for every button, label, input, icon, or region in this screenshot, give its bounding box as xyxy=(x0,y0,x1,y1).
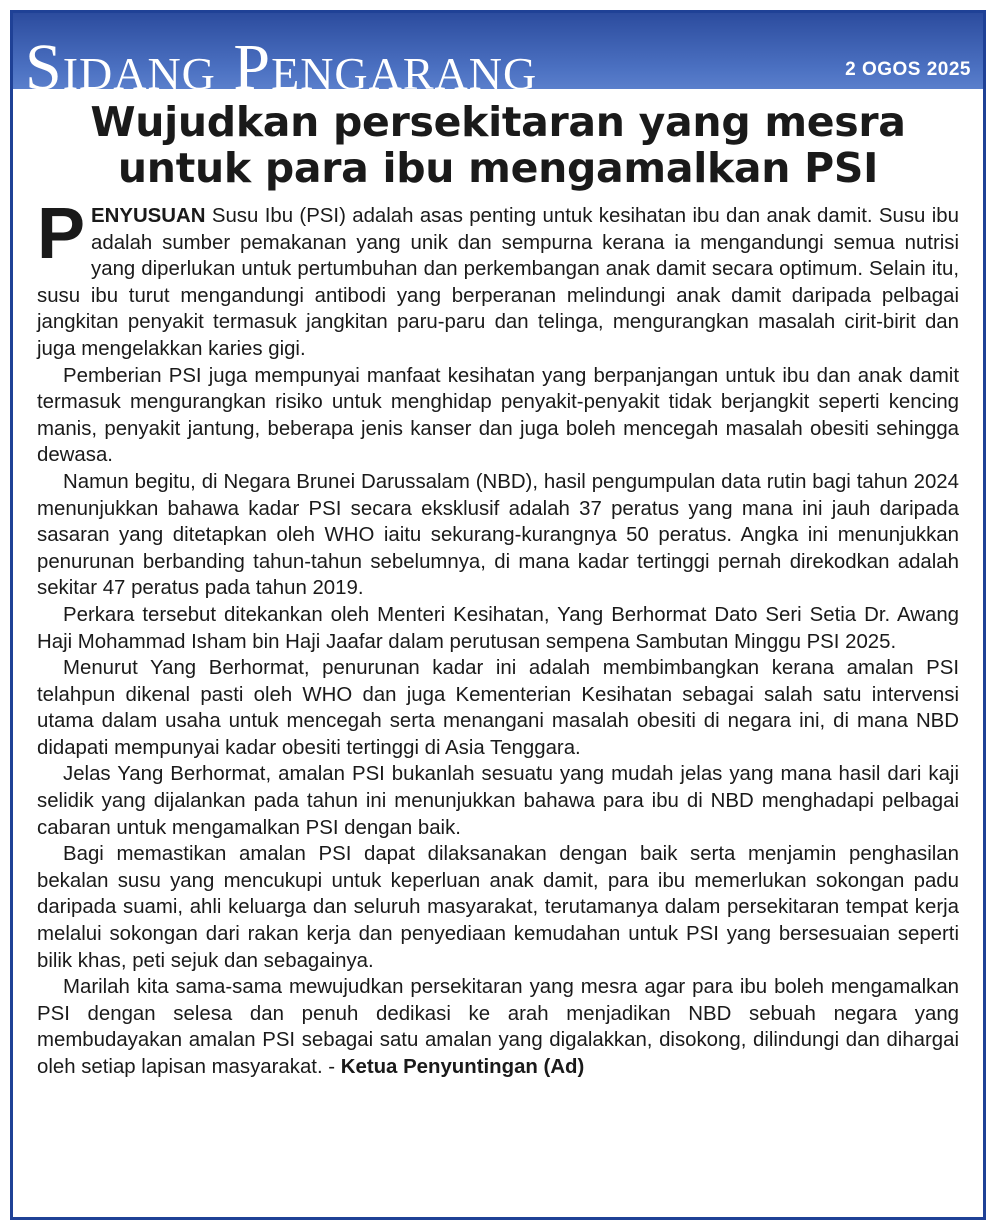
article-body xyxy=(13,191,983,1081)
paragraph-1 xyxy=(37,194,959,363)
paragraph-6: Jelas Yang Berhormat, amalan PSI bukanlah sesuatu yang mudah jelas yang mana hasil dari kaji selidik yang dijalankan pada tahun ini menunjukkan bahawa para ibu di NBD menghadapi pelbagai cabaran untuk mengamalkan PSI dengan baik. xyxy=(37,763,959,839)
paragraph-7: Bagi memastikan amalan PSI dapat dilaksanakan dengan baik serta menjamin penghasilan bekalan susu yang mencukupi untuk keperluan anak damit, para ibu memerlukan sokongan padu daripada suami, ahli keluarga dan seluruh masyarakat, terutamanya dalam persekitaran tempat kerja melalui sokongan dari rakan kerja dan penyediaan kemudahan untuk PSI yang bersesuaian seperti bilik khas, peti sejuk dan sebagainya. xyxy=(37,843,959,972)
paragraph-8-text: Marilah kita sama-sama mewujudkan persekitaran yang mesra agar para ibu boleh mengamalkan PSI dengan selesa dan penuh dedikasi ke arah menjadikan NBD sebuah negara yang membudayakan amalan PSI sebagai satu amalan yang digalakkan, disokong, dilindungi dan dihargai oleh setiap lapisan masyarakat. - xyxy=(37,976,959,1078)
drop-cap: P xyxy=(37,194,86,274)
section-title: Sidang Pengarang xyxy=(25,31,538,89)
section-banner xyxy=(13,13,983,89)
headline-line-2: untuk para ibu mengamalkan PSI xyxy=(117,144,879,192)
headline-line-1: Wujudkan persekitaran yang mesra xyxy=(90,98,906,146)
headline xyxy=(13,99,983,191)
editorial-page xyxy=(10,10,986,1220)
paragraph-8 xyxy=(37,974,959,1080)
paragraph-4: Perkara tersebut ditekankan oleh Menteri Kesihatan, Yang Berhormat Dato Seri Setia Dr. Awang Haji Mohammad Isham bin Haji Jaafar dalam perutusan sempena Sambutan Minggu PSI 2025. xyxy=(37,603,959,653)
paragraph-5: Menurut Yang Berhormat, penurunan kadar ini adalah membimbangkan kerana amalan PSI telahpun dikenal pasti oleh WHO dan juga Kementerian Kesihatan sebagai salah satu intervensi utama dalam usaha untuk mencegah serta menangani masalah obesiti di negara ini, di mana NBD didapati mempunyai kadar obesiti tertinggi di Asia Tenggara. xyxy=(37,657,959,759)
byline: Ketua Penyuntingan (Ad) xyxy=(340,1056,585,1078)
paragraph-2: Pemberian PSI juga mempunyai manfaat kesihatan yang berpanjangan untuk ibu dan anak damit termasuk mengurangkan risiko untuk menghidap penyakit-penyakit tidak berjangkit seperti kencing manis, penyakit jantung, beberapa jenis kanser dan juga boleh mencegah masalah obesiti sehingga dewasa. xyxy=(37,364,959,467)
paragraph-1-text: Susu Ibu (PSI) adalah asas penting untuk kesihatan ibu dan anak damit. Susu ibu adalah sumber pemakanan yang unik dan sempurna kerana ia mengandungi semua nutrisi yang diperlukan untuk pertumbuhan dan perkembangan anak damit secara optimum. Selain itu, susu ibu turut mengandungi antibodi yang berperanan melindungi anak damit daripada pelbagai jangkitan penyakit termasuk jangkitan paru-paru dan telinga, mengurangkan masalah cirit-birit dan juga mengelakkan karies gigi. xyxy=(37,205,959,360)
issue-date: 2 OGOS 2025 xyxy=(845,59,971,80)
paragraph-3: Namun begitu, di Negara Brunei Darussalam (NBD), hasil pengumpulan data rutin bagi tahun 2024 menunjukkan bahawa kadar PSI secara eksklusif adalah 37 peratus yang mana ini jauh daripada sasaran yang ditetapkan oleh WHO iaitu sekurang-kurangnya 50 peratus. Angka ini menunjukkan penurunan berbanding tahun-tahun sebelumnya, di mana kadar tertinggi pernah direkodkan adalah sekitar 47 peratus pada tahun 2019. xyxy=(37,470,959,600)
lead-word: ENYUSUAN xyxy=(91,205,206,227)
